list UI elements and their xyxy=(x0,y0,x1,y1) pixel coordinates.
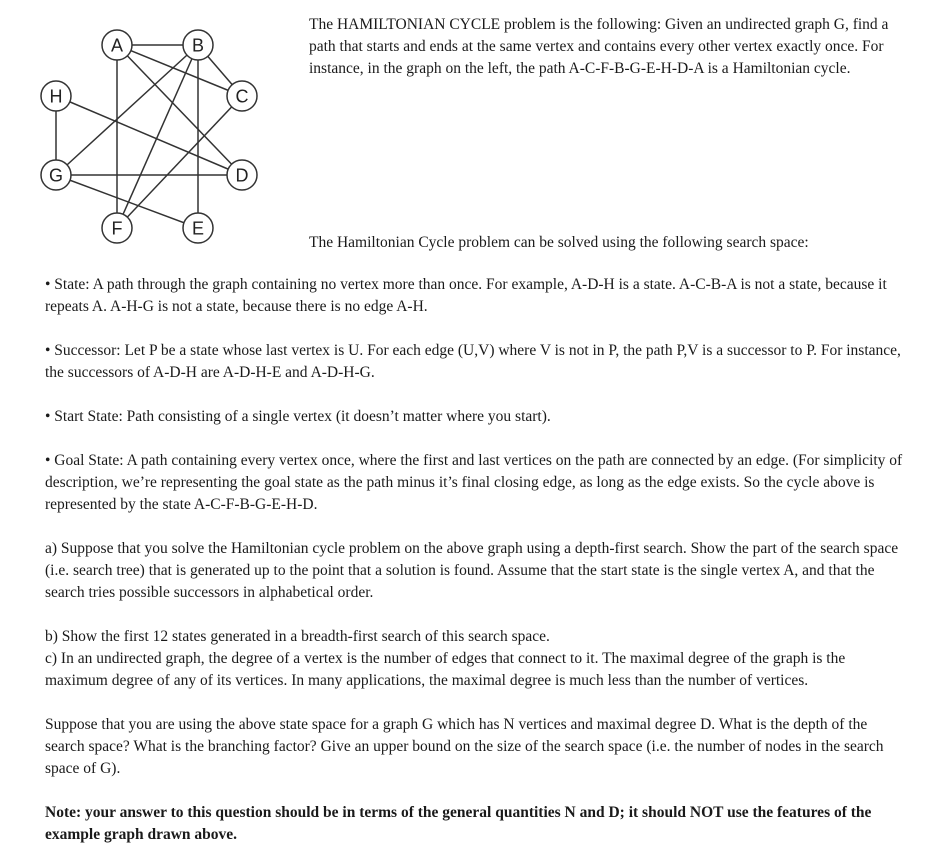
vertex-c xyxy=(227,81,257,111)
graph-diagram xyxy=(30,20,280,250)
intro-paragraph: The HAMILTONIAN CYCLE problem is the following: Given an undirected graph G, find a path that starts and ends at the same vertex and contains every other vertex exactly once. For instance, in the graph on the left, the path A-C-F-B-G-E-H-D-A is a Hamiltonian cycle. xyxy=(309,16,889,77)
vertex-g xyxy=(41,160,71,190)
edge-b-f xyxy=(117,45,198,228)
vertex-b xyxy=(183,30,213,60)
vertex-d xyxy=(227,160,257,190)
bullet-state: • State: A path through the graph containing no vertex more than once. For example, A-D-H is a state. A-C-B-A is not a state, because it repeats A. A-H-G is not a state, because there is no edge A-H. xyxy=(45,276,887,315)
question-a: a) Suppose that you solve the Hamiltonian cycle problem on the above graph using a depth-first search. Show the part of the search space (i.e. search tree) that is generated up to the point that a solution is found. Assume that the start state is the single vertex A, and that the search tries possible successors in alphabetical order. xyxy=(45,540,899,601)
edge-d-h xyxy=(56,96,242,175)
vertex-f xyxy=(102,213,132,243)
vertex-label: A xyxy=(110,35,124,56)
vertex-label: G xyxy=(48,165,64,186)
vertex-e xyxy=(183,213,213,243)
vertex-label: H xyxy=(49,86,63,107)
bullet-successor: • Successor: Let P be a state whose last vertex is U. For each edge (U,V) where V is not in P, the path P,V is a successor to P. For instance, the successors of A-D-H are A-D-H-E and A-D-H-G. xyxy=(45,342,901,381)
graph-edges xyxy=(56,45,242,228)
problem-body xyxy=(45,274,905,846)
vertex-label: E xyxy=(191,218,205,239)
vertex-a xyxy=(102,30,132,60)
question-c: c) In an undirected graph, the degree of a vertex is the number of edges that connect to it. The maximal degree of the graph is the maximum degree of any of its vertices. In many applications, the maximal degree is much less than the number of vertices. xyxy=(45,650,846,689)
edge-b-g xyxy=(56,45,198,175)
question-b: b) Show the first 12 states generated in a breadth-first search of this search space. xyxy=(45,628,550,645)
vertex-h xyxy=(41,81,71,111)
vertex-label: F xyxy=(111,218,123,239)
edge-c-f xyxy=(117,96,242,228)
bullet-goal-state: • Goal State: A path containing every vertex once, where the first and last vertices on the path are connected by an edge. (For simplicity of description, we’re representing the goal state as the path minus it’s final closing edge, as long as the edge exists. So the cycle above is represented by the state A-C-F-B-G-E-H-D. xyxy=(45,452,903,513)
vertex-label: D xyxy=(235,165,249,186)
graph-vertices xyxy=(41,30,257,243)
search-space-lead: The Hamiltonian Cycle problem can be solved using the following search space: xyxy=(309,234,809,251)
note: Note: your answer to this question should be in terms of the general quantities N and D; it should NOT use the features of the example graph drawn above. xyxy=(45,804,872,843)
bullet-start-state: • Start State: Path consisting of a single vertex (it doesn’t matter where you start). xyxy=(45,408,551,425)
question-c-followup: Suppose that you are using the above state space for a graph G which has N vertices and maximal degree D. What is the depth of the search space? What is the branching factor? Give an upper bound on the size of the search space (i.e. the number of nodes in the search space of G). xyxy=(45,716,884,777)
vertex-label: C xyxy=(235,86,249,107)
edge-a-d xyxy=(117,45,242,175)
vertex-label: B xyxy=(191,35,205,56)
